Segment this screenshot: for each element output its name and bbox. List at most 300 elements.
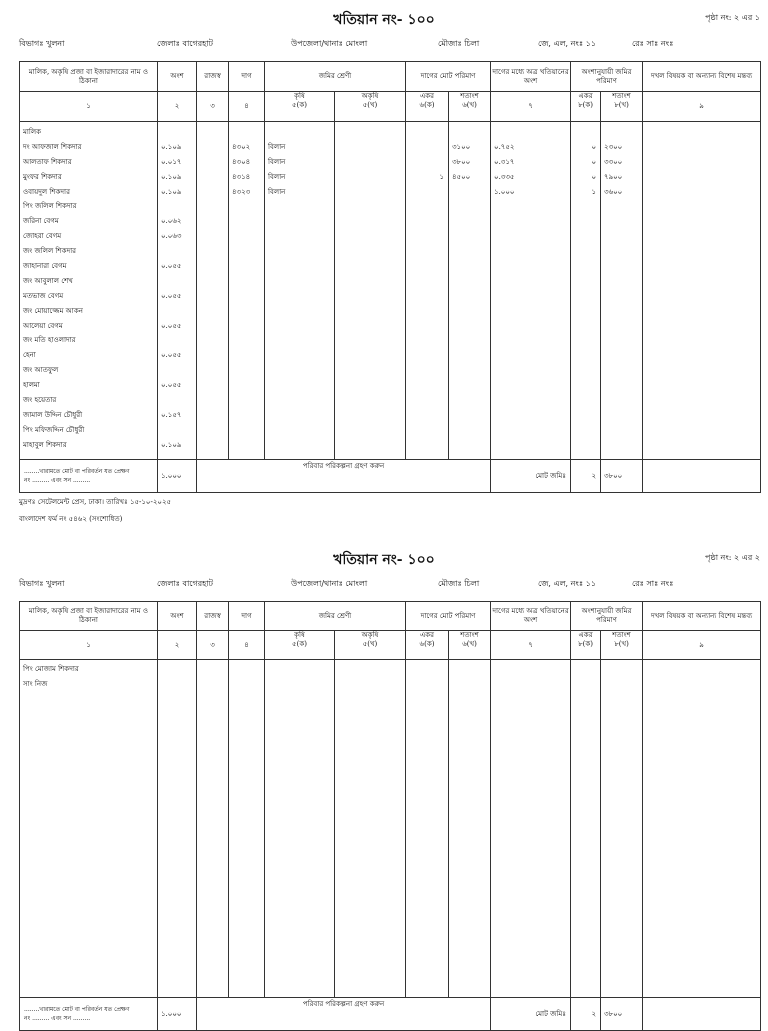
share-decimal: ৩৩০০ xyxy=(604,157,623,166)
share-total: ১.০০০ xyxy=(158,460,197,493)
dag-number xyxy=(229,378,264,393)
col-number: ২ xyxy=(158,92,197,122)
dag-total-acre xyxy=(406,199,448,214)
family-planning-text: পরিবার পরিকল্পনা গ্রহণ করুন xyxy=(197,998,491,1031)
remarks-cell xyxy=(643,660,761,998)
remarks-cell xyxy=(643,122,761,460)
col-dag-total-header: দাগের মোট পরিমাণ xyxy=(406,62,491,92)
land-class: বিলান xyxy=(268,187,286,196)
dag-total-acre xyxy=(406,304,448,319)
col-owner-header: মালিক, অকৃষি প্রজা বা ইজারাদারের নাম ও ঠিকানা xyxy=(20,602,158,631)
dag-total-decimal xyxy=(449,438,490,453)
table-body-row xyxy=(20,122,761,460)
col-revenue-header: রাজস্ব xyxy=(197,62,229,92)
share-decimal xyxy=(601,348,642,363)
owner-share xyxy=(158,423,196,438)
land-class xyxy=(265,125,334,140)
dag-number xyxy=(229,125,264,140)
dag-total-decimal xyxy=(449,125,490,140)
col-number: ৫(খ) xyxy=(362,101,378,109)
mouza: মৌজাঃ চিলা xyxy=(438,579,480,588)
col-number: ৬(ক) xyxy=(419,640,435,648)
register-number: রেঃ সাঃ নংঃ xyxy=(632,39,674,48)
khatian-share: ০.৩৩৫ xyxy=(494,172,515,181)
owner-name: সাং নিজ xyxy=(23,679,48,688)
col-number: ১ xyxy=(20,631,158,660)
agri-label: কৃষি xyxy=(294,631,305,639)
dag-total-acre xyxy=(406,438,448,453)
col-number: ৫(ক) xyxy=(292,640,307,648)
share-acre xyxy=(571,274,600,289)
land-class: বিলান xyxy=(268,157,286,166)
share-decimal xyxy=(601,393,642,408)
share-decimal xyxy=(601,125,642,140)
col-decimal xyxy=(449,92,491,122)
owner-name: জং আতফুল xyxy=(23,366,59,375)
form-number: বাংলাদেশ ফর্ম নং ৫৪৬২ (সংশোধিত) xyxy=(19,515,123,523)
dag-total-decimal xyxy=(449,244,490,259)
owner-name: হালমা xyxy=(23,381,40,390)
col-revenue-header: রাজস্ব xyxy=(197,602,229,631)
division: বিভাগঃ খুলনা xyxy=(19,39,65,48)
owner-name: জোহরা বেগম xyxy=(23,232,62,241)
dag-total-acre xyxy=(406,289,448,304)
dag-total-acre xyxy=(406,155,448,170)
mutation-note xyxy=(20,460,158,493)
col-remarks-header: দখল বিষয়ক বা অন্যান্য বিশেষ মন্তব্য xyxy=(643,602,761,631)
owner-share: ০.১০৯ xyxy=(161,187,182,196)
owner-name: ওবায়দুল শিকদার xyxy=(23,187,70,196)
dag-total-decimal xyxy=(449,363,490,378)
dag-total-acre xyxy=(406,408,448,423)
dag-number xyxy=(229,214,264,229)
share-acre xyxy=(571,363,600,378)
khatian-table xyxy=(19,61,761,493)
page-number: পৃষ্ঠা নং: ২ এর ২ xyxy=(705,553,760,562)
dag-total-decimal xyxy=(449,319,490,334)
share-acre xyxy=(571,289,600,304)
khatian-share xyxy=(491,319,570,334)
total-decimal: ৩৮০০ xyxy=(601,998,643,1031)
khatian-share xyxy=(491,423,570,438)
col-share-land-header: অংশানুযায়ী জমির পরিমাণ xyxy=(571,62,643,92)
col-share-land-header: অংশানুযায়ী জমির পরিমাণ xyxy=(571,602,643,631)
dag-number: ৪৩১৪ xyxy=(232,172,251,181)
share-cell xyxy=(158,660,197,998)
col-share-header: অংশ xyxy=(158,62,197,92)
khatian-page-2 xyxy=(0,540,768,1024)
dag-number xyxy=(229,393,264,408)
share-decimal xyxy=(601,319,642,334)
col-number: ৮(খ) xyxy=(614,101,629,109)
col-decimal xyxy=(601,92,643,122)
dag-number xyxy=(229,274,264,289)
dag-number: ৪৩০২ xyxy=(232,142,251,151)
dag-total-acre xyxy=(406,319,448,334)
decimal-label: শতাংশ xyxy=(460,631,479,639)
owner-share: ০.০৫৫ xyxy=(161,381,182,390)
upazila: উপজেলা/থানাঃ মোংলা xyxy=(291,39,368,48)
col-acre xyxy=(406,631,449,660)
division: বিভাগঃ খুলনা xyxy=(19,579,65,588)
khatian-share-cell xyxy=(491,660,571,998)
owner-share: ০.১৫৭ xyxy=(161,410,182,419)
dag-total-decimal: ৩৮০০ xyxy=(452,157,471,166)
col-number: ৮(ক) xyxy=(578,101,593,109)
owner-share: ০.০৫৫ xyxy=(161,262,182,271)
dag-number xyxy=(229,244,264,259)
mutation-note-line1: ........খারামতে মোট বা পরিবর্তন যত প্রেক্ষণ xyxy=(24,468,130,475)
dag-total-acre xyxy=(406,348,448,363)
dag-total-decimal xyxy=(449,378,490,393)
col-number: ২ xyxy=(158,631,197,660)
dag-total-decimal xyxy=(449,259,490,274)
col-acre xyxy=(571,92,601,122)
col-number: ৪ xyxy=(229,631,265,660)
share-decimal-cell xyxy=(601,660,643,998)
dag-decimal-cell xyxy=(449,660,491,998)
dag-number xyxy=(229,333,264,348)
khatian-table xyxy=(19,601,761,1031)
dag-number xyxy=(229,229,264,244)
owner-share xyxy=(158,333,196,348)
owner-share xyxy=(158,274,196,289)
share-acre: ০ xyxy=(591,157,597,166)
dag-acre-cell xyxy=(406,122,449,460)
khatian-share: ০.৩১৭ xyxy=(494,157,515,166)
share-acre xyxy=(571,393,600,408)
share-acre: ০ xyxy=(591,172,597,181)
share-decimal xyxy=(601,304,642,319)
share-decimal xyxy=(601,244,642,259)
mouza: মৌজাঃ চিলা xyxy=(438,39,480,48)
non-agri-label: অকৃষি xyxy=(361,92,379,100)
col-decimal xyxy=(449,631,491,660)
land-class: বিলান xyxy=(268,142,286,151)
share-acre-cell xyxy=(571,122,601,460)
dag-total-decimal xyxy=(449,304,490,319)
khatian-share xyxy=(491,438,570,453)
col-number: ১ xyxy=(20,92,158,122)
share-decimal xyxy=(601,259,642,274)
share-acre: ১ xyxy=(591,187,597,196)
total-decimal: ৩৮০০ xyxy=(601,460,643,493)
land-class xyxy=(265,289,334,304)
owner-name: জং মোয়াজ্জেম আকন xyxy=(23,306,83,315)
owner-share xyxy=(158,125,196,140)
dag-cell xyxy=(229,122,265,460)
share-decimal xyxy=(601,333,642,348)
owner-share: ০.১০৯ xyxy=(161,142,182,151)
upazila: উপজেলা/থানাঃ মোংলা xyxy=(291,579,368,588)
land-class xyxy=(265,304,334,319)
district: জেলাঃ বাগেরহাট xyxy=(157,579,214,588)
khatian-share xyxy=(491,289,570,304)
col-non-agri xyxy=(335,92,406,122)
khatian-share xyxy=(491,214,570,229)
owner-share: ০.০১৭ xyxy=(161,157,182,166)
col-agri xyxy=(265,631,335,660)
khatian-share xyxy=(491,259,570,274)
dag-number xyxy=(229,289,264,304)
owner-share: ০.০৫৫ xyxy=(161,291,182,300)
dag-total-decimal: ৩১০০ xyxy=(452,142,471,151)
dag-total-acre xyxy=(406,378,448,393)
revenue-cell xyxy=(197,660,229,998)
total-land-label: মোট জমিঃ xyxy=(491,998,571,1031)
land-class xyxy=(265,408,334,423)
acre-label: একর xyxy=(578,631,593,639)
owner-share xyxy=(158,677,196,692)
land-class xyxy=(265,319,334,334)
owner-name: জং জলিল শিকদার xyxy=(23,247,77,256)
owner-name: মালিক xyxy=(23,128,42,136)
col-number: ৬(খ) xyxy=(462,640,477,648)
owner-name: জং হয়েতার xyxy=(23,396,57,405)
land-class xyxy=(265,214,334,229)
land-class xyxy=(265,378,334,393)
share-decimal xyxy=(601,229,642,244)
share-acre: ০ xyxy=(591,142,597,151)
share-acre xyxy=(571,229,600,244)
owner-share: ০.০৬২ xyxy=(161,217,182,226)
khatian-share xyxy=(491,363,570,378)
dag-total-decimal xyxy=(449,348,490,363)
khatian-share xyxy=(491,125,570,140)
khatian-share-cell xyxy=(491,122,571,460)
land-class xyxy=(265,333,334,348)
share-acre xyxy=(571,348,600,363)
owner-share: ০.০৫৫ xyxy=(161,321,182,330)
owner-name: জাহানারা বেগম xyxy=(23,262,67,271)
share-acre-cell xyxy=(571,660,601,998)
dag-number xyxy=(229,363,264,378)
col-decimal xyxy=(601,631,643,660)
table-footer-row xyxy=(20,460,761,493)
khatian-share xyxy=(491,244,570,259)
footer-remarks xyxy=(643,998,761,1031)
dag-total-acre xyxy=(406,244,448,259)
col-number: ৭ xyxy=(491,631,571,660)
col-non-agri xyxy=(335,631,406,660)
total-acre: ২ xyxy=(571,998,601,1031)
land-class xyxy=(265,229,334,244)
dag-total-acre xyxy=(406,229,448,244)
jl-number: জে, এল, নংঃ ১১ xyxy=(538,39,597,48)
dag-total-acre xyxy=(406,259,448,274)
dag-cell xyxy=(229,660,265,998)
khatian-share: ০.৭৫২ xyxy=(494,142,515,151)
owner-name: পিং মোজাম শিকদার xyxy=(23,665,79,673)
dag-decimal-cell xyxy=(449,122,491,460)
col-number: ৪ xyxy=(229,92,265,122)
page-number: পৃষ্ঠা নং: ২ এর ১ xyxy=(705,13,760,22)
dag-number xyxy=(229,319,264,334)
share-decimal xyxy=(601,438,642,453)
share-decimal xyxy=(601,378,642,393)
owners-cell xyxy=(20,122,158,460)
dag-number: ৪৩০৪ xyxy=(232,157,251,166)
share-acre xyxy=(571,125,600,140)
land-class-cell xyxy=(265,122,335,460)
col-owner-header: মালিক, অকৃষি প্রজা বা ইজারাদারের নাম ও ঠিকানা xyxy=(20,62,158,92)
col-number: ৭ xyxy=(491,92,571,122)
dag-number xyxy=(229,259,264,274)
share-decimal xyxy=(601,408,642,423)
share-acre xyxy=(571,319,600,334)
col-agri xyxy=(265,92,335,122)
land-class-cell xyxy=(265,660,335,998)
dag-total-decimal xyxy=(449,408,490,423)
owner-name: হেনা xyxy=(23,351,36,360)
owners-cell xyxy=(20,660,158,998)
owner-share xyxy=(158,662,196,677)
acre-label: একর xyxy=(578,92,593,100)
dag-total-decimal xyxy=(449,185,490,200)
share-decimal xyxy=(601,199,642,214)
owner-share xyxy=(158,393,196,408)
khatian-title: খতিয়ান নং- ১০০ xyxy=(333,12,435,28)
land-class xyxy=(265,348,334,363)
dag-number xyxy=(229,304,264,319)
revenue-cell xyxy=(197,122,229,460)
khatian-share xyxy=(491,304,570,319)
col-number: ৯ xyxy=(643,92,761,122)
share-cell xyxy=(158,122,197,460)
owner-name: দং আফজাল শিকদার xyxy=(23,142,82,151)
dag-number xyxy=(229,408,264,423)
owner-share xyxy=(158,199,196,214)
dag-acre-cell xyxy=(406,660,449,998)
col-number: ৮(ক) xyxy=(578,640,593,648)
owner-name: মতভাজ বেগম xyxy=(23,291,64,300)
owner-share: ০.০৬৩ xyxy=(161,232,182,241)
owner-name: পিং মফিজদ্দিন চৌধুরী xyxy=(23,425,85,434)
owner-name: মুংফর শিকদার xyxy=(23,172,62,181)
non-agri-label: অকৃষি xyxy=(361,631,379,639)
dag-total-decimal xyxy=(449,274,490,289)
land-class xyxy=(265,274,334,289)
mutation-note xyxy=(20,998,158,1031)
land-class xyxy=(265,423,334,438)
dag-total-acre xyxy=(406,125,448,140)
share-acre xyxy=(571,244,600,259)
col-remarks-header: দখল বিষয়ক বা অন্যান্য বিশেষ মন্তব্য xyxy=(643,62,761,92)
printer-line: মুদ্রণঃ সেটেলমেন্ট প্রেস, ঢাকা। তারিখঃ ১৫-১০-২০২৫ xyxy=(19,498,172,506)
col-number: ৫(ক) xyxy=(292,101,307,109)
col-dag-total-header: দাগের মোট পরিমাণ xyxy=(406,602,491,631)
share-decimal: ৩৬০০ xyxy=(604,187,623,196)
decimal-label: শতাংশ xyxy=(460,92,479,100)
khatian-share xyxy=(491,274,570,289)
register-number: রেঃ সাঃ নংঃ xyxy=(632,579,674,588)
owner-name: আলেয়া বেগম xyxy=(23,321,63,330)
share-acre xyxy=(571,408,600,423)
share-acre xyxy=(571,333,600,348)
land-class: বিলান xyxy=(268,172,286,181)
col-number: ৯ xyxy=(643,631,761,660)
owner-name: জং আবুলাল শেখ xyxy=(23,276,73,285)
owner-name: আলতাফ শিকদার xyxy=(23,157,72,166)
dag-number xyxy=(229,199,264,214)
dag-total-decimal xyxy=(449,229,490,244)
dag-total-acre: ১ xyxy=(439,172,444,181)
col-acre xyxy=(571,631,601,660)
khatian-share xyxy=(491,333,570,348)
col-number: ৩ xyxy=(197,92,229,122)
col-share-header: অংশ xyxy=(158,602,197,631)
share-decimal-cell xyxy=(601,122,643,460)
col-number: ৬(ক) xyxy=(419,101,435,109)
share-acre xyxy=(571,378,600,393)
dag-total-acre xyxy=(406,333,448,348)
dag-total-decimal xyxy=(449,423,490,438)
decimal-label: শতাংশ xyxy=(612,92,631,100)
footer-remarks xyxy=(643,460,761,493)
share-decimal xyxy=(601,289,642,304)
khatian-share xyxy=(491,348,570,363)
owner-share: ০.১০৯ xyxy=(161,172,182,181)
col-land-class-header: জমির শ্রেণী xyxy=(265,62,406,92)
share-decimal xyxy=(601,423,642,438)
land-class xyxy=(265,393,334,408)
dag-total-acre xyxy=(406,214,448,229)
dag-total-decimal: ৪৫০০ xyxy=(452,172,471,181)
col-dag-header: দাগ xyxy=(229,62,265,92)
owner-name: জরিনা বেগম xyxy=(23,217,59,226)
dag-number: ৪৩২৩ xyxy=(232,187,251,196)
khatian-share xyxy=(491,393,570,408)
col-number: ৫(খ) xyxy=(362,640,378,648)
dag-number xyxy=(229,348,264,363)
dag-total-acre xyxy=(406,185,448,200)
col-acre xyxy=(406,92,449,122)
dag-total-acre xyxy=(406,393,448,408)
mutation-note-line1: ........খারামতে মোট বা পরিবর্তন যত প্রেক্ষণ xyxy=(24,1006,130,1013)
col-land-class-header: জমির শ্রেণী xyxy=(265,602,406,631)
col-khatian-share-header: দাগের মধ্যে অত্র খতিয়ানের অংশ xyxy=(491,602,571,631)
table-body-row xyxy=(20,660,761,998)
owner-share xyxy=(158,304,196,319)
share-acre xyxy=(571,199,600,214)
col-dag-header: দাগ xyxy=(229,602,265,631)
acre-label: একর xyxy=(419,92,435,100)
khatian-share xyxy=(491,229,570,244)
share-acre xyxy=(571,438,600,453)
land-class xyxy=(265,199,334,214)
share-decimal xyxy=(601,214,642,229)
owner-share: ০.০৫৫ xyxy=(161,351,182,360)
col-number: ৬(খ) xyxy=(462,101,477,109)
total-land-label: মোট জমিঃ xyxy=(491,460,571,493)
dag-total-decimal xyxy=(449,333,490,348)
dag-total-decimal xyxy=(449,393,490,408)
share-decimal: ২৩০০ xyxy=(604,142,623,151)
owner-name: মাহাবুল শিকদার xyxy=(23,440,67,449)
non-agri-cell xyxy=(335,122,406,460)
khatian-share xyxy=(491,408,570,423)
col-khatian-share-header: দাগের মধ্যে অত্র খতিয়ানের অংশ xyxy=(491,62,571,92)
decimal-label: শতাংশ xyxy=(612,631,631,639)
mutation-note-line2: নং ......... এবং সন ......... xyxy=(24,1015,91,1022)
land-class xyxy=(265,259,334,274)
share-acre xyxy=(571,214,600,229)
agri-label: কৃষি xyxy=(294,92,305,100)
dag-number xyxy=(229,423,264,438)
owner-share xyxy=(158,363,196,378)
owner-name: পিং জলিল শিকদার xyxy=(23,202,77,211)
dag-total-decimal xyxy=(449,289,490,304)
